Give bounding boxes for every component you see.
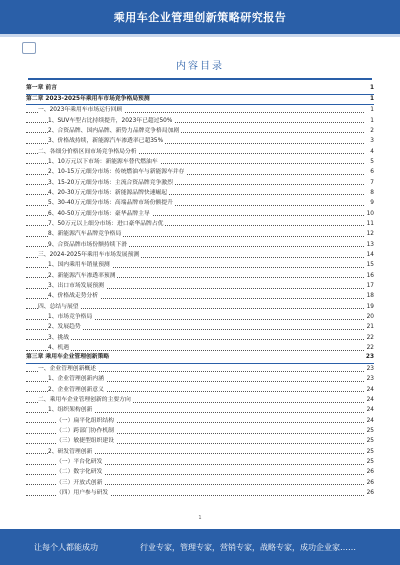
toc-entry-label: 8、新能源汽车品牌竞争格局 — [48, 229, 123, 239]
toc-entry-row[interactable] — [26, 198, 374, 208]
toc-chapter-row[interactable] — [26, 353, 374, 364]
toc-entry-row[interactable] — [26, 436, 374, 446]
toc-entry-page: 20 — [366, 312, 374, 322]
toc-entry-row[interactable] — [26, 405, 374, 415]
toc-entry-row[interactable] — [26, 426, 374, 436]
toc-entry-page: 17 — [366, 281, 374, 291]
toc-entry-row[interactable] — [26, 178, 374, 188]
toc-entry-page: 26 — [366, 467, 374, 477]
toc-entry-page: 25 — [366, 436, 374, 446]
toc-entry-label: 四、总结与展望 — [38, 302, 81, 312]
toc-entry-page: 24 — [366, 416, 374, 426]
toc-title: 内容目录 — [176, 61, 224, 72]
toc-entry-label: 第三章 乘用车企业管理创新策略 — [26, 353, 111, 363]
toc-entry-row[interactable] — [26, 136, 374, 146]
toc-entry-page: 19 — [366, 302, 374, 312]
toc-entry-label: 2、新能源汽车渗透率预测 — [48, 271, 117, 281]
toc-entry-row[interactable] — [26, 209, 374, 219]
toc-entry-row[interactable] — [26, 395, 374, 405]
toc-entry-page: 7 — [369, 178, 374, 188]
toc-entry-label: 第一章 前言 — [26, 84, 59, 94]
toc-entry-row[interactable] — [26, 416, 374, 426]
toc-entry-row[interactable] — [26, 488, 374, 498]
toc-entry-page: 26 — [366, 478, 374, 488]
toc-entry-row[interactable] — [26, 250, 374, 260]
toc-entry-page: 10 — [366, 209, 374, 219]
toc-entry-row[interactable] — [26, 281, 374, 291]
toc-entry-label: 第二章 2023-2025年乘用车市场竞争格局预测 — [26, 95, 152, 105]
toc-chapter-row[interactable] — [26, 84, 374, 95]
toc-entry-row[interactable] — [26, 333, 374, 343]
toc-entry-page: 5 — [369, 157, 374, 167]
toc-entry-label: 1、国内乘用车销量预测 — [48, 260, 112, 270]
toc-entry-label: 三、2024-2025年乘用车市场发展预测 — [38, 250, 141, 260]
toc-entry-label: 二、各细分价格区间市场竞争格局分析 — [38, 147, 139, 157]
toc-entry-row[interactable] — [26, 260, 374, 270]
toc-entry-row[interactable] — [26, 271, 374, 281]
toc-entry-row[interactable] — [26, 312, 374, 322]
toc-entry-label: 6、40-50万元细分市场：豪华品牌主导 — [48, 209, 152, 219]
toc-entry-row[interactable] — [26, 364, 374, 374]
toc-entry-label: 2、企业管理创新意义 — [48, 385, 106, 395]
toc-entry-label: 4、20-30万元细分市场：新能源品牌快速崛起 — [48, 188, 169, 198]
toc-entry-row[interactable] — [26, 116, 374, 126]
toc-entry-page: 18 — [366, 291, 374, 301]
toc-entry-label: 3、价格战持续，新能源汽车渗透率已超35% — [48, 136, 165, 146]
toc-entry-page: 8 — [369, 188, 374, 198]
toc-entry-page: 23 — [366, 374, 374, 384]
toc-entry-page: 26 — [366, 488, 374, 498]
toc-entry-label: （三）开放式创新 — [56, 478, 104, 488]
toc-entry-page: 21 — [366, 322, 374, 332]
toc-entry-row[interactable] — [26, 147, 374, 157]
toc-entry-row[interactable] — [26, 167, 374, 177]
toc-entry-row[interactable] — [26, 229, 374, 239]
toc-entry-label: 3、挑战 — [48, 333, 71, 343]
toc-entry-label: 3、15-20万元细分市场：主流合资品牌竞争激烈 — [48, 178, 175, 188]
report-title: 乘用车企业管理创新策略研究报告 — [113, 11, 287, 24]
toc-entry-page: 1 — [369, 84, 374, 94]
toc-entry-page: 23 — [366, 364, 374, 374]
toc-entry-page: 24 — [366, 395, 374, 405]
toc-entry-label: （三）敏捷型组织建设 — [56, 436, 116, 446]
toc-entry-page: 1 — [369, 105, 374, 115]
toc-entry-page: 25 — [366, 457, 374, 467]
toc-entry-row[interactable] — [26, 457, 374, 467]
toc-entry-row[interactable] — [26, 322, 374, 332]
toc-chapter-row[interactable] — [26, 95, 374, 106]
toc-entry-row[interactable] — [26, 240, 374, 250]
toc-divider — [28, 78, 372, 80]
toc-entry-row[interactable] — [26, 343, 374, 353]
dot-leader — [26, 339, 364, 340]
header-divider — [0, 34, 400, 37]
footer-slogan: 让每个人都能成功 — [34, 543, 98, 552]
toc-entry-label: 4、机遇 — [48, 343, 71, 353]
toc-entry-label: 3、出口市场发展预测 — [48, 281, 106, 291]
toc-entry-label: （二）跨部门协作机制 — [56, 426, 116, 436]
toc-entry-page: 22 — [366, 333, 374, 343]
toc-entry-row[interactable] — [26, 302, 374, 312]
toc-entry-label: 4、价格战走势分析 — [48, 291, 100, 301]
toc-entry-row[interactable] — [26, 157, 374, 167]
toc-entry-label: 2、合资品牌、国内品牌、新势力品牌竞争格局加剧 — [48, 126, 181, 136]
toc-entry-page: 4 — [369, 147, 374, 157]
toc-entry-page: 24 — [366, 405, 374, 415]
dot-leader — [26, 350, 364, 351]
toc-entry-row[interactable] — [26, 105, 374, 115]
toc-entry-row[interactable] — [26, 291, 374, 301]
page-number: 1 — [198, 515, 202, 521]
table-of-contents — [26, 84, 374, 499]
toc-entry-row[interactable] — [26, 126, 374, 136]
toc-entry-page: 15 — [366, 260, 374, 270]
toc-entry-label: 二、乘用车企业管理创新的主要方向 — [38, 395, 133, 405]
toc-entry-label: 2、研发管理创新 — [48, 447, 94, 457]
toc-entry-label: （二）数字化研发 — [56, 467, 104, 477]
toc-entry-row[interactable] — [26, 374, 374, 384]
toc-entry-page: 2 — [369, 126, 374, 136]
toc-entry-page: 23 — [365, 353, 374, 363]
toc-entry-label: 5、30-40万元细分市场：高端品牌市场份额提升 — [48, 198, 175, 208]
toc-entry-page: 14 — [366, 250, 374, 260]
toc-entry-label: 2、10-15万元细分市场：传统燃油车与新能源车并存 — [48, 167, 186, 177]
footer-tagline: 行业专家，管理专家，营销专家，战略专家，成功企业家…… — [140, 543, 356, 552]
toc-entry-label: （四）用户参与研发 — [56, 488, 110, 498]
toc-entry-row[interactable] — [26, 385, 374, 395]
toc-entry-row[interactable] — [26, 447, 374, 457]
toc-entry-page: 3 — [369, 136, 374, 146]
toc-entry-page: 1 — [369, 116, 374, 126]
report-header — [0, 0, 400, 34]
toc-entry-row[interactable] — [26, 188, 374, 198]
toc-entry-row[interactable] — [26, 467, 374, 477]
toc-entry-label: 1、组织架构创新 — [48, 405, 94, 415]
toc-entry-page: 24 — [366, 385, 374, 395]
toc-entry-label: 7、50万元以上细分市场：进口豪华品牌占优 — [48, 219, 165, 229]
logo-icon — [22, 42, 36, 54]
toc-entry-page: 9 — [369, 198, 374, 208]
toc-entry-label: （一）扁平化组织结构 — [56, 416, 116, 426]
footer-bar — [0, 529, 400, 565]
toc-entry-label: 2、发展趋势 — [48, 322, 83, 332]
toc-entry-page: 25 — [366, 426, 374, 436]
toc-entry-page: 1 — [369, 95, 374, 105]
toc-entry-label: 一、2023年乘用车市场运行回顾 — [38, 105, 124, 115]
toc-entry-page: 11 — [366, 219, 374, 229]
toc-entry-page: 6 — [369, 167, 374, 177]
toc-entry-label: 1、10万元以下市场：新能源车替代燃油车 — [48, 157, 160, 167]
toc-entry-label: 1、SUV车型占比持续提升，2023年已超过50% — [48, 116, 174, 126]
toc-entry-page: 12 — [366, 229, 374, 239]
toc-entry-row[interactable] — [26, 478, 374, 488]
toc-entry-label: 1、企业管理创新内涵 — [48, 374, 106, 384]
toc-entry-label: 9、合资品牌市场份额持续下滑 — [48, 240, 129, 250]
toc-entry-page: 13 — [366, 240, 374, 250]
toc-entry-page: 16 — [366, 271, 374, 281]
toc-entry-row[interactable] — [26, 219, 374, 229]
toc-entry-label: 1、市场竞争格局 — [48, 312, 94, 322]
toc-entry-page: 22 — [366, 343, 374, 353]
toc-entry-label: （一）平台化研发 — [56, 457, 104, 467]
toc-entry-label: 一、企业管理创新概述 — [38, 364, 98, 374]
toc-entry-page: 25 — [366, 447, 374, 457]
